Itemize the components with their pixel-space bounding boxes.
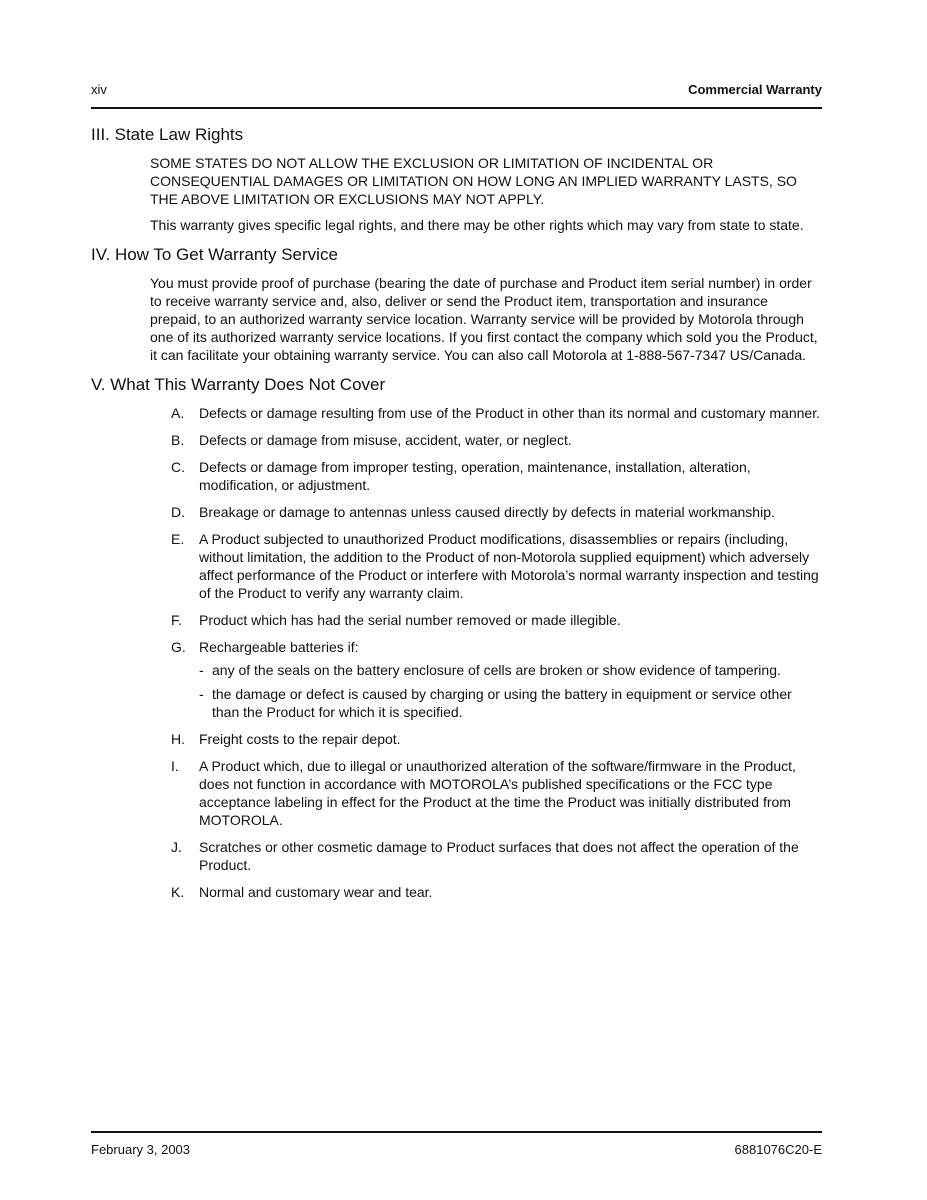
list-item-text: Defects or damage from improper testing, operation, maintenance, installation, alteration, modification, or adjustment. (199, 459, 751, 493)
list-item-text: A Product which, due to illegal or unauthorized alteration of the software/firmware in the Product, does not function in accordance with MOTOROLA’s published specifications or the FCC type acceptance labeling in effect for the Product at the time the Product was initially distributed from MOTOROLA. (199, 758, 796, 828)
list-marker: J. (171, 839, 182, 855)
list-marker: E. (171, 531, 185, 547)
list-item-text: Product which has had the serial number removed or made illegible. (199, 612, 621, 628)
page-content (91, 124, 822, 910)
section-not-covered (91, 374, 822, 901)
list-marker: G. (171, 639, 186, 655)
list-item (171, 611, 822, 629)
sub-list (199, 661, 822, 721)
footer-date: February 3, 2003 (91, 1142, 191, 1157)
list-marker: H. (171, 731, 185, 747)
list-marker: D. (171, 504, 185, 520)
chapter-title: Commercial Warranty (688, 82, 822, 97)
page-number: xiv (91, 82, 107, 97)
paragraph: SOME STATES DO NOT ALLOW THE EXCLUSION OR LIMITATION OF INCIDENTAL OR CONSEQUENTIAL DAMAGES OR LIMITATION ON HOW LONG AN IMPLIED WARRANTY LASTS, SO THE ABOVE LIMITATION OR EXCLUSIONS MAY NOT APPLY. (150, 155, 797, 207)
list-item-text: Rechargeable batteries if: (199, 639, 359, 655)
list-item (171, 757, 822, 829)
section-body (150, 154, 822, 234)
sub-list-item (199, 661, 822, 679)
list-item (171, 404, 822, 422)
section-warranty-service (91, 244, 822, 364)
list-marker: C. (171, 459, 185, 475)
list-item (171, 638, 822, 721)
list-item-text: Normal and customary wear and tear. (199, 884, 433, 900)
list-item (171, 458, 822, 494)
exclusions-list (171, 404, 822, 901)
list-item (171, 730, 822, 748)
dash-marker: - (199, 686, 204, 702)
sub-list-item (199, 685, 822, 721)
list-item-text: Freight costs to the repair depot. (199, 731, 401, 747)
list-marker: A. (171, 405, 185, 421)
list-marker: F. (171, 612, 182, 628)
list-item (171, 883, 822, 901)
list-item-text: Defects or damage resulting from use of the Product in other than its normal and customary manner. (199, 405, 820, 421)
document-number: 6881076C20-E (734, 1142, 822, 1157)
sub-list-item-text: the damage or defect is caused by charging or using the battery in equipment or service other than the Product for which it is specified. (212, 686, 792, 720)
list-item-text: Scratches or other cosmetic damage to Product surfaces that does not affect the operation of the Product. (199, 839, 799, 873)
section-heading: V. What This Warranty Does Not Cover (91, 375, 386, 394)
section-body (150, 274, 822, 364)
list-marker: I. (171, 758, 179, 774)
list-marker: B. (171, 432, 185, 448)
page-header (91, 82, 822, 102)
section-heading: IV. How To Get Warranty Service (91, 245, 338, 264)
header-divider (91, 107, 822, 109)
sub-list-item-text: any of the seals on the battery enclosure of cells are broken or show evidence of tampering. (212, 662, 781, 678)
list-item (171, 431, 822, 449)
dash-marker: - (199, 662, 204, 678)
section-state-law-rights (91, 124, 822, 234)
list-item-text: Defects or damage from misuse, accident, water, or neglect. (199, 432, 572, 448)
paragraph: This warranty gives specific legal rights, and there may be other rights which may vary from state to state. (150, 217, 804, 233)
list-item (171, 503, 822, 521)
list-item-text: Breakage or damage to antennas unless caused directly by defects in material workmanship. (199, 504, 775, 520)
list-item-text: A Product subjected to unauthorized Product modifications, disassemblies or repairs (including, without limitation, the addition to the Product of non-Motorola supplied equipment) which adversely affect performance of the Product or interfere with Motorola’s normal warranty inspection and testing of the Product to verify any warranty claim. (199, 531, 819, 601)
paragraph: You must provide proof of purchase (bearing the date of purchase and Product item serial number) in order to receive warranty service and, also, deliver or send the Product item, transportation and insurance prepaid, to an authorized warranty service location. Warranty service will be provided by Motorola through one of its authorized warranty service locations. If you first contact the company which sold you the Product, it can facilitate your obtaining warranty service. You can also call Motorola at 1-888-567-7347 US/Canada. (150, 275, 818, 363)
footer-divider (91, 1131, 822, 1133)
section-heading: III. State Law Rights (91, 125, 244, 144)
list-item (171, 838, 822, 874)
list-item (171, 530, 822, 602)
list-marker: K. (171, 884, 185, 900)
